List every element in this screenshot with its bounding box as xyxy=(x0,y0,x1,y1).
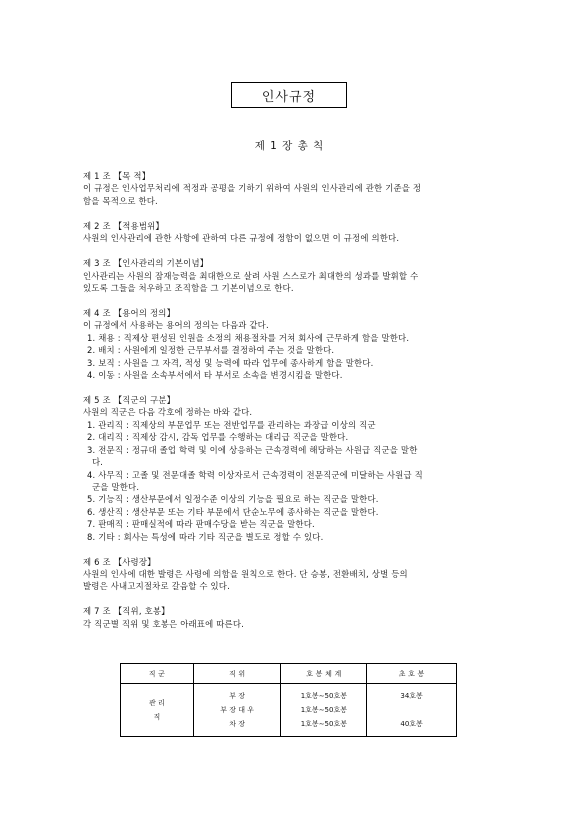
article-text: 사원의 직군은 다음 각호에 정하는 바와 같다. xyxy=(83,407,253,418)
position-cell xyxy=(193,684,281,737)
article-text: 사원의 인사관리에 관한 사항에 관하여 다른 규정에 정함이 없으면 이 규정에 의한다. xyxy=(83,233,400,244)
position-grade-table xyxy=(120,663,457,737)
list-item: 3. 전문직 : 정규대 졸업 학력 및 이에 상응하는 근속경력에 해당하는 사원급 직군을 말한 xyxy=(87,444,418,455)
article-heading: 제 4 조 【용어의 정의】 xyxy=(83,308,176,319)
list-item: 7. 판매직 : 판매실적에 따라 판매수당을 받는 직군을 말한다. xyxy=(87,519,315,530)
article-text: 사원의 인사에 대한 발령은 사령에 의함을 원칙으로 한다. 단 승봉, 전환배치, 상벌 등의 xyxy=(83,568,408,579)
job-group-cell: 관 리 직 xyxy=(121,684,194,737)
list-item: 4. 이동 : 사원을 소속부서에서 타 부서로 소속을 변경시킴을 말한다. xyxy=(87,370,343,381)
article-text: 있도록 그들을 처우하고 조직함을 그 기본이념으로 한다. xyxy=(83,283,294,294)
article-7 xyxy=(83,605,503,630)
article-text: 함을 목적으로 한다. xyxy=(83,195,158,206)
article-heading: 제 2 조 【적용범위】 xyxy=(83,220,165,231)
list-item-continuation: 다. xyxy=(92,457,104,468)
document-title: 인사규정 xyxy=(231,82,347,108)
article-text: 각 직군별 직위 및 호봉은 아래표에 따른다. xyxy=(83,618,244,629)
header-position: 직 위 xyxy=(193,664,281,684)
article-heading: 제 1 조 【목 적】 xyxy=(83,171,151,181)
article-2 xyxy=(83,220,503,245)
list-item: 3. 보직 : 사원을 그 자격, 적성 및 능력에 따라 업무에 종사하게 함을 말한다. xyxy=(87,357,374,368)
article-text: 인사관리는 사원의 잠재능력을 최대한으로 살려 사원 스스로가 최대한의 성과를 발휘할 수 xyxy=(83,270,419,281)
grade-system-cell xyxy=(281,684,367,737)
article-heading: 제 3 조 【인사관리의 기본이념】 xyxy=(83,258,209,269)
list-item: 2. 대리직 : 직제상 감시, 감독 업무를 수행하는 대리급 직군을 말한다. xyxy=(87,432,349,443)
article-text: 이 규정은 인사업무처리에 적정과 공평을 기하기 위하여 사원의 인사관리에 관한 기준을 정 xyxy=(83,183,422,194)
grade-system-value: 1호봉∼50호봉 xyxy=(300,706,347,714)
position-value: 부 장 대 우 xyxy=(220,706,254,714)
article-6 xyxy=(83,556,503,593)
list-item: 4. 사무직 : 고졸 및 전문대졸 학력 이상자로서 근속경력이 전문직군에 미달하는 사원급 직 xyxy=(87,469,423,480)
list-item: 5. 기능직 : 생산부문에서 일정수준 이상의 기능을 필요로 하는 직군을 말한다. xyxy=(87,494,379,505)
list-item: 8. 기타 : 회사는 특성에 따라 기타 직군을 별도로 정할 수 있다. xyxy=(87,531,324,542)
article-5 xyxy=(83,394,503,543)
list-item: 6. 생산직 : 생산부문 또는 기타 부문에서 단순노무에 종사하는 직군을 말한다. xyxy=(87,506,379,517)
initial-grade-value xyxy=(369,703,454,717)
header-grade-system: 호 봉 체 계 xyxy=(281,664,367,684)
article-heading: 제 5 조 【직군의 구분】 xyxy=(83,395,176,406)
grade-system-value: 1호봉∼50호봉 xyxy=(300,692,347,700)
article-4 xyxy=(83,307,503,381)
list-item-continuation: 군을 말한다. xyxy=(92,481,140,492)
initial-grade-cell xyxy=(367,684,457,737)
table-row xyxy=(121,684,457,737)
article-text: 이 규정에서 사용하는 용어의 정의는 다음과 같다. xyxy=(83,320,269,331)
position-value: 부 장 xyxy=(229,692,245,700)
document-body xyxy=(83,170,503,643)
initial-grade-value: 34호봉 xyxy=(400,692,423,700)
header-job-group: 직 군 xyxy=(121,664,194,684)
initial-grade-value: 40호봉 xyxy=(400,720,423,728)
article-heading: 제 6 조 【사령장】 xyxy=(83,556,156,567)
list-item: 1. 채용 : 직제상 편성된 인원을 소정의 채용절차를 거쳐 회사에 근무하게 함을 말한다. xyxy=(87,332,410,343)
list-item: 2. 배치 : 사원에게 일정한 근무부서를 결정하여 주는 것을 말한다. xyxy=(87,345,335,356)
chapter-heading: 제 1 장 총 칙 xyxy=(254,140,325,152)
table-header-row xyxy=(121,664,457,684)
article-heading: 제 7 조 【직위, 호봉】 xyxy=(83,606,170,617)
header-initial-grade: 초 호 봉 xyxy=(367,664,457,684)
article-1 xyxy=(83,170,503,207)
position-value: 차 장 xyxy=(229,720,245,728)
grade-system-value: 1호봉∼50호봉 xyxy=(300,720,347,728)
article-text: 발령은 사내고지절차로 갈음할 수 있다. xyxy=(83,581,230,592)
article-3 xyxy=(83,257,503,294)
list-item: 1. 관리직 : 직제상의 부문업무 또는 전반업무를 관리하는 과장급 이상의 직군 xyxy=(87,419,376,430)
